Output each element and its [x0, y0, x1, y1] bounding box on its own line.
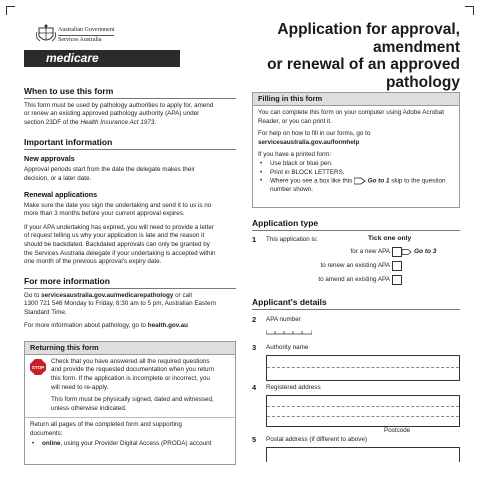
text-line: Make sure the date you sign the undertaking and send it to us is no — [24, 201, 212, 209]
text-run: Go to — [24, 291, 42, 299]
returning-panel — [24, 341, 236, 465]
renewal-text — [24, 202, 236, 219]
text-line: the Services Australia delegate if your undertaking is accepted within — [24, 249, 216, 257]
brand-logo-text: medicare — [46, 51, 99, 65]
text-line: documents: — [30, 429, 63, 437]
stop-sign-icon — [30, 359, 46, 375]
divider — [24, 98, 236, 99]
registered-address-field[interactable] — [266, 395, 460, 427]
when-text — [24, 102, 236, 128]
question-number: 3 — [252, 342, 257, 352]
question-number: 2 — [252, 314, 257, 324]
tick-one-only-note: Tick one only — [368, 234, 412, 242]
option-amend-apa-label: to amend an existing APA — [318, 275, 390, 283]
apa-number-field[interactable] — [266, 327, 312, 335]
right-column — [252, 92, 460, 455]
goto-question-3: Go to 3 — [414, 247, 437, 255]
question-label: This application is: — [266, 235, 318, 243]
text-line: unless otherwise indicated. — [51, 404, 127, 412]
question-number: 5 — [252, 434, 257, 444]
text-line — [24, 292, 236, 301]
divider — [252, 230, 460, 231]
text-run: Where you see a box like this — [270, 177, 353, 185]
health-gov-link[interactable]: health.gov.au — [147, 322, 188, 330]
divider — [24, 149, 236, 150]
authority-name-field[interactable] — [266, 355, 460, 381]
goto-arrow-icon — [402, 248, 412, 256]
section-heading-more-info: For more information — [24, 275, 110, 286]
stop-sign-label: STOP — [31, 364, 45, 370]
text-line: more than 3 months before your current approval expires. — [24, 210, 185, 218]
question-number: 1 — [252, 234, 257, 244]
section-heading-important: Important information — [24, 136, 113, 147]
text-run: . — [154, 118, 157, 126]
text-line: Check that you have answered all the required questions — [51, 357, 210, 365]
coat-of-arms-icon — [36, 24, 56, 46]
field-line — [267, 416, 459, 417]
returning-check-text — [25, 355, 235, 414]
text-run: or call — [173, 291, 192, 299]
text-line: For help on how to fill in our forms, go to — [258, 130, 371, 138]
title-line-2: or renewal of an approved pathology — [267, 56, 460, 91]
divider — [252, 309, 460, 310]
text-line: If you have a printed form: — [258, 151, 332, 159]
list-item: • Print in BLOCK LETTERS. — [258, 169, 454, 178]
question-5 — [252, 435, 460, 455]
agency-line-1: Australian Government — [58, 27, 114, 36]
section-heading-application-type: Application type — [252, 218, 319, 228]
field-line — [267, 406, 459, 407]
filling-heading: Filling in this form — [253, 93, 459, 106]
option-new-apa-checkbox[interactable] — [392, 247, 402, 257]
pathology-info-text — [24, 322, 236, 331]
text-line: Return all pages of the completed form and supporting — [30, 421, 182, 429]
text-line: number shown. — [270, 186, 314, 194]
section-heading-when: When to use this form — [24, 86, 114, 96]
question-3 — [252, 343, 460, 383]
returning-docs-text — [25, 418, 235, 449]
text-line: If your APA undertaking has expired, you will need to provide a letter — [24, 223, 214, 231]
text-line: will need to re-apply. — [51, 383, 109, 391]
question-4 — [252, 383, 460, 435]
text-line: this form. If the application is incomplete or incorrect, you — [51, 375, 210, 383]
title-line-1: Application for approval, amendment — [277, 21, 460, 56]
text-run: online — [42, 440, 61, 448]
returning-heading: Returning this form — [25, 342, 235, 355]
text-line: 1300 721 546 Monday to Friday, 8:30 am to 5 pm, Australian Eastern — [24, 300, 217, 308]
subheading-renewal: Renewal applications — [24, 189, 98, 199]
option-renew-apa-checkbox[interactable] — [392, 261, 402, 271]
list-item: • Use black or blue pen. — [258, 160, 454, 169]
postal-address-field[interactable] — [266, 447, 460, 462]
text-line: This form must be used by pathology authorities to apply for, amend — [24, 101, 214, 109]
subheading-new: New approvals — [24, 154, 75, 164]
crop-mark-top-left — [6, 6, 15, 15]
filling-text — [253, 106, 459, 195]
text-run: Go to 1 — [367, 177, 390, 185]
text-line: Reader, or you can print it. — [258, 117, 332, 125]
option-new-apa-label: for a new APA — [350, 247, 390, 255]
agency-line-2: Services Australia — [58, 37, 102, 43]
agency-name — [58, 27, 114, 44]
list-item — [258, 177, 454, 186]
question-label: Registered address — [266, 383, 321, 391]
text-line — [24, 119, 236, 128]
form-help-link[interactable]: servicesaustralia.gov.au/formhelp — [258, 138, 360, 146]
divider — [24, 288, 236, 289]
left-column — [24, 86, 236, 465]
text-run: section 23DF of the — [24, 118, 81, 126]
text-line: This form must be physically signed, dated and witnessed, — [51, 396, 214, 404]
text-line: should be backdated. Backdated approvals can only be granted by — [24, 240, 210, 248]
text-line: or renew an existing approved pathology authority (APA) under — [24, 110, 200, 118]
text-line: one month of the previous approval's expiry date. — [24, 258, 162, 266]
medicare-banner — [24, 50, 180, 67]
question-label: Postal address (if different to above) — [266, 435, 368, 443]
question-2 — [252, 315, 460, 343]
text-line: and provide the requested documentation when you return — [51, 366, 215, 374]
new-text — [24, 166, 236, 183]
question-label: APA number — [266, 315, 301, 323]
text-run: , using your Provider Digital Access (PRODA) account — [60, 440, 212, 448]
question-label: Authority name — [266, 343, 309, 351]
option-renew-apa-label: to renew an existing APA — [320, 261, 390, 269]
option-amend-apa-checkbox[interactable] — [392, 275, 402, 285]
goto-arrow-icon — [354, 177, 366, 185]
question-number: 4 — [252, 382, 257, 392]
text-line: Approval periods start from the date the delegate makes their — [24, 166, 195, 174]
text-line: decision, or a later date. — [24, 174, 92, 182]
medicare-pathology-link[interactable]: servicesaustralia.gov.au/medicarepathology — [41, 291, 174, 299]
question-1 — [252, 235, 460, 297]
text-line: of request telling us why your application is late and the reason it — [24, 232, 205, 240]
field-line — [267, 367, 459, 368]
filling-panel — [252, 92, 460, 208]
text-run: For more information about pathology, go to — [24, 322, 148, 330]
text-line: Standard Time. — [24, 308, 67, 316]
text-run: skip to the question — [389, 177, 446, 185]
list-item — [30, 440, 230, 449]
expired-text — [24, 224, 236, 267]
section-heading-applicant-details: Applicant's details — [252, 296, 327, 307]
crop-mark-top-right — [465, 6, 474, 15]
act-name: Health Insurance Act 1973 — [80, 118, 155, 126]
text-line: You can complete this form on your computer using Adobe Acrobat — [258, 109, 444, 116]
more-info-text — [24, 292, 236, 318]
postcode-label: Postcode — [384, 426, 411, 434]
